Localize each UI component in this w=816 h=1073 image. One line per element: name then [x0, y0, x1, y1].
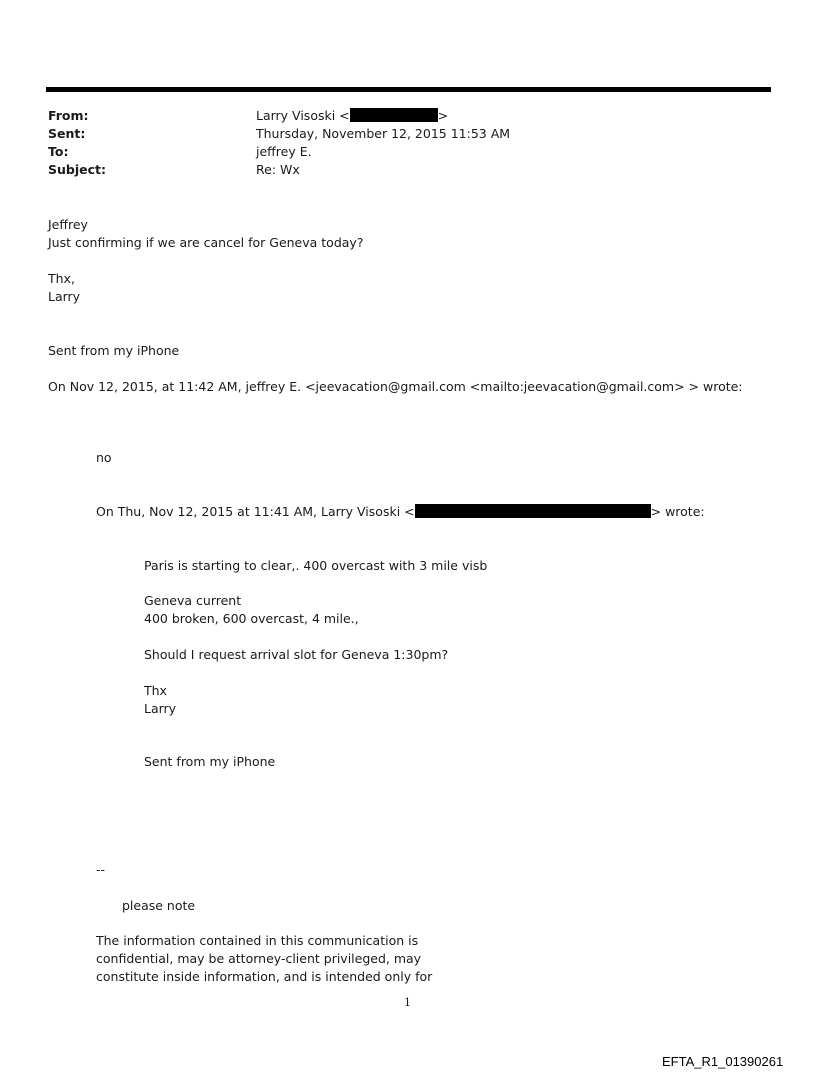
body-name: Larry — [48, 289, 81, 304]
redacted-email — [415, 504, 651, 518]
reply1-quote-intro — [96, 503, 705, 521]
body-thx: Thx, — [48, 271, 75, 286]
quote-intro: On Nov 12, 2015, at 11:42 AM, jeffrey E. <jeevacation@gmail.com <mailto:jeevacation@gmail.com> > wrote: — [48, 379, 743, 394]
subject-label: Subject: — [48, 162, 106, 177]
reply2-line-4: Should I request arrival slot for Geneva 1:30pm? — [144, 647, 449, 662]
sent-label: Sent: — [48, 126, 86, 141]
reply1-text: no — [96, 450, 112, 465]
from-value — [256, 107, 448, 125]
reply1-quote-start: On Thu, Nov 12, 2015 at 11:41 AM, Larry Visoski < — [96, 504, 415, 519]
disclaimer-line-2: confidential, may be attorney-client privileged, may — [96, 951, 422, 966]
reply2-sent-from: Sent from my iPhone — [144, 754, 276, 769]
from-name: Larry Visoski < — [256, 108, 350, 123]
reply2-line-1: Paris is starting to clear,. 400 overcast with 3 mile visb — [144, 558, 488, 573]
to-value: jeffrey E. — [256, 144, 312, 159]
from-label: From: — [48, 108, 89, 123]
to-label: To: — [48, 144, 69, 159]
from-end: > — [437, 108, 449, 123]
reply2-name: Larry — [144, 701, 177, 716]
body-line-1: Just confirming if we are cancel for Geneva today? — [48, 235, 364, 250]
page-number: 1 — [404, 996, 411, 1009]
redacted-email — [350, 108, 438, 122]
document-id: EFTA_R1_01390261 — [662, 1054, 784, 1069]
header-rule — [46, 87, 771, 92]
disclaimer-line-1: The information contained in this communication is — [96, 933, 419, 948]
sent-value: Thursday, November 12, 2015 11:53 AM — [256, 126, 511, 141]
greeting: Jeffrey — [48, 217, 88, 232]
reply1-quote-end: > wrote: — [650, 504, 705, 519]
signature-dashes: -- — [96, 862, 106, 877]
disclaimer-line-3: constitute inside information, and is intended only for — [96, 969, 433, 984]
signature-note: please note — [122, 898, 196, 913]
reply2-line-2: Geneva current — [144, 593, 242, 608]
reply2-line-3: 400 broken, 600 overcast, 4 mile., — [144, 611, 359, 626]
body-sent-from: Sent from my iPhone — [48, 343, 180, 358]
subject-value: Re: Wx — [256, 162, 300, 177]
reply2-thx: Thx — [144, 683, 167, 698]
